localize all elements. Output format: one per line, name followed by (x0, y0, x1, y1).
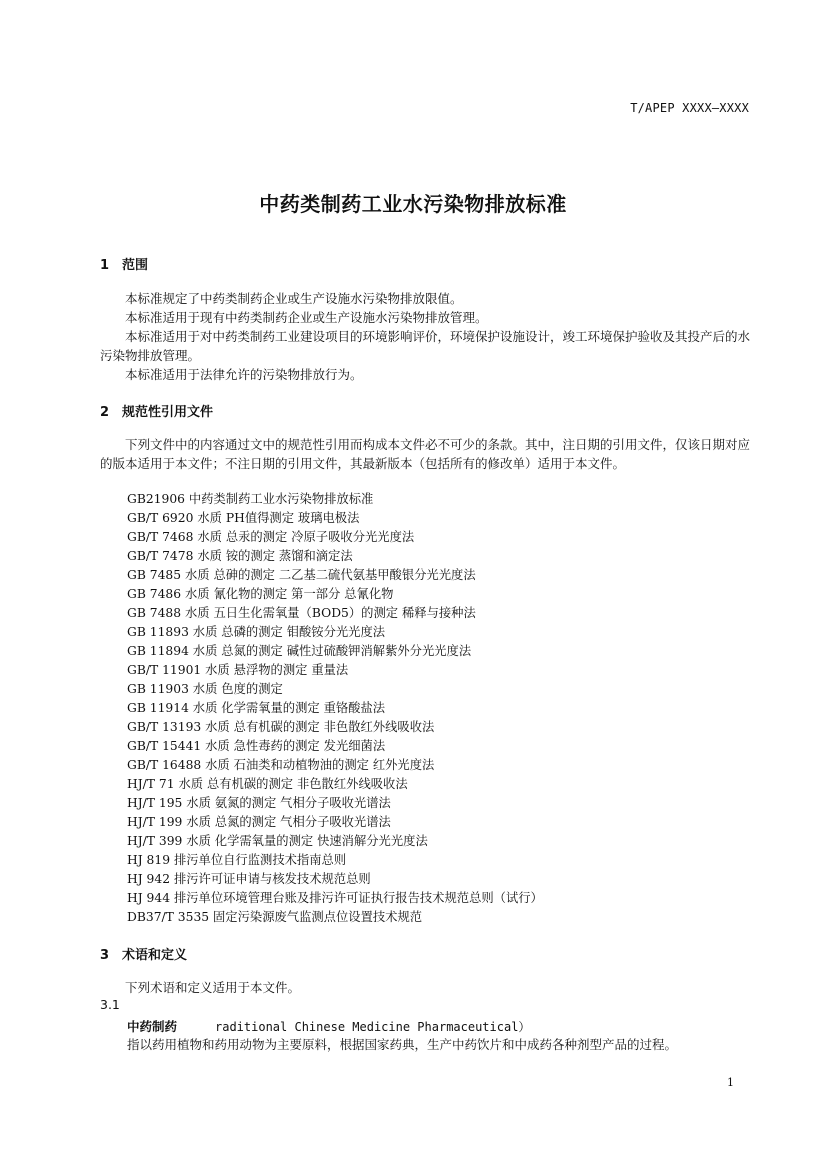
reference-item: HJ/T 195 水质 氨氮的测定 气相分子吸收光谱法 (127, 796, 391, 810)
reference-item: GB 7485 水质 总砷的测定 二乙基二硫代氨基甲酸银分光光度法 (127, 568, 476, 582)
reference-item: HJ 819 排污单位自行监测技术指南总则 (127, 853, 347, 867)
reference-list (127, 490, 757, 927)
reference-item: GB/T 7468 水质 总汞的测定 冷原子吸收分光光度法 (127, 530, 415, 544)
section-title: 术语和定义 (122, 948, 188, 963)
document-title: 中药类制药工业水污染物排放标准 (259, 192, 567, 216)
scope-paragraph-1: 本标准规定了中药类制药企业或生产设施水污染物排放限值。 (125, 291, 463, 306)
reference-item: HJ 944 排污单位环境管理台账及排污许可证执行报告技术规范总则（试行） (127, 891, 543, 905)
term-english: raditional Chinese Medicine Pharmaceutical） (215, 1020, 531, 1034)
scope-paragraph-2: 本标准适用于现有中药类制药企业或生产设施水污染物排放管理。 (125, 310, 488, 325)
section-number: 2 (100, 405, 110, 420)
reference-item: HJ/T 71 水质 总有机碳的测定 非色散红外线吸收法 (127, 777, 408, 791)
reference-item: GB 11894 水质 总氮的测定 碱性过硫酸钾消解紫外分光光度法 (127, 644, 472, 658)
section-title: 范围 (122, 258, 149, 273)
terms-intro: 下列术语和定义适用于本文件。 (125, 980, 301, 995)
reference-item: GB 7488 水质 五日生化需氧量（BOD5）的测定 稀释与接种法 (127, 606, 476, 620)
term-number: 3.1 (100, 997, 120, 1012)
section-title: 规范性引用文件 (122, 405, 214, 420)
scope-paragraph-4: 本标准适用于法律允许的污染物排放行为。 (125, 367, 363, 382)
section-number: 1 (100, 258, 110, 273)
reference-item: GB/T 16488 水质 石油类和动植物油的测定 红外光度法 (127, 758, 435, 772)
reference-item: GB 11903 水质 色度的测定 (127, 682, 283, 696)
term-chinese: 中药制药 (127, 1019, 178, 1034)
reference-item: GB 11914 水质 化学需氧量的测定 重铬酸盐法 (127, 701, 386, 715)
reference-item: GB/T 13193 水质 总有机碳的测定 非色散红外线吸收法 (127, 720, 435, 734)
reference-item: GB/T 6920 水质 PH值得测定 玻璃电极法 (127, 511, 360, 525)
reference-item: GB/T 15441 水质 急性毒药的测定 发光细菌法 (127, 739, 386, 753)
reference-item: GB 11893 水质 总磷的测定 钼酸铵分光光度法 (127, 625, 386, 639)
reference-item: HJ/T 199 水质 总氮的测定 气相分子吸收光谱法 (127, 815, 391, 829)
reference-item: HJ 942 排污许可证申请与核发技术规范总则 (127, 872, 371, 886)
reference-item: HJ/T 399 水质 化学需氧量的测定 快速消解分光光度法 (127, 834, 428, 848)
section-number: 3 (100, 948, 110, 963)
section-heading-references (100, 401, 213, 420)
reference-item: GB 7486 水质 氰化物的测定 第一部分 总氰化物 (127, 587, 394, 601)
page-number: 1 (727, 1076, 734, 1089)
term-entry (127, 1016, 530, 1035)
section-heading-terms (100, 944, 187, 963)
standard-code: T/APEP XXXX—XXXX (630, 101, 749, 115)
scope-paragraph-3: 本标准适用于对中药类制药工业建设项目的环境影响评价，环境保护设施设计，竣工环境保护验收及其投产后的水污染物排放管理。 (100, 329, 751, 363)
reference-item: DB37/T 3535 固定污染源废气监测点位设置技术规范 (127, 910, 423, 924)
term-definition: 指以药用植物和药用动物为主要原料，根据国家药典，生产中药饮片和中成药各种剂型产品的过程。 (127, 1037, 678, 1052)
references-intro: 下列文件中的内容通过文中的规范性引用而构成本文件必不可少的条款。其中，注日期的引用文件，仅该日期对应的版本适用于本文件；不注日期的引用文件，其最新版本（包括所有的修改单）适用于本文件。 (100, 437, 751, 471)
section-heading-scope (100, 254, 148, 273)
reference-item: GB/T 7478 水质 铵的测定 蒸馏和滴定法 (127, 549, 353, 563)
reference-item: GB21906 中药类制药工业水污染物排放标准 (127, 492, 374, 506)
reference-item: GB/T 11901 水质 悬浮物的测定 重量法 (127, 663, 349, 677)
